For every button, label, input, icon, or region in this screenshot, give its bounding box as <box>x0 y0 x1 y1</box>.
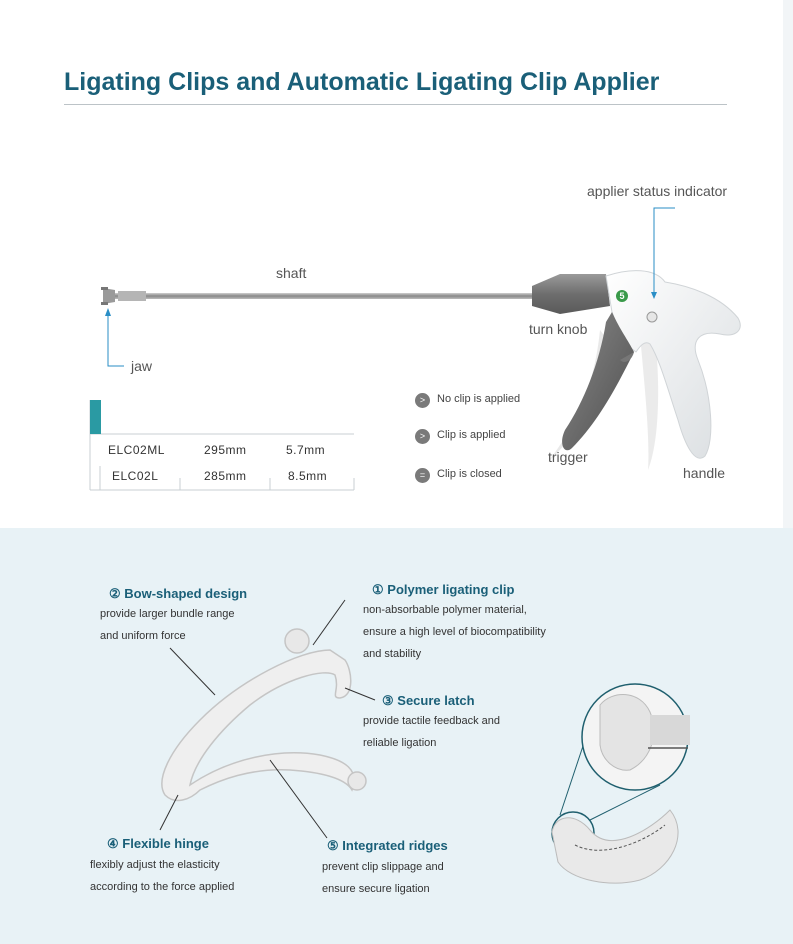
cell-model: ELC02L <box>112 469 159 483</box>
cell-length: 295mm <box>204 443 247 457</box>
feature-3-desc: provide tactile feedback and reliable ligation <box>363 715 500 749</box>
cell-length: 285mm <box>204 469 247 483</box>
status-dot-icon: > <box>415 429 430 444</box>
feature-1-title: ① Polymer ligating clip <box>372 582 515 597</box>
feature-2-desc: provide larger bundle range and uniform force <box>100 608 235 642</box>
label-applier-status-indicator: applier status indicator <box>587 183 728 199</box>
status-dot-icon: = <box>415 468 430 483</box>
turn-knob-shape <box>532 274 610 314</box>
closed-clip-detail <box>552 810 678 883</box>
polymer-clip-shape <box>162 650 354 800</box>
clip-knob <box>285 629 309 653</box>
clip-tip <box>348 772 366 790</box>
cell-size: 5.7mm <box>286 443 326 457</box>
cell-size: 8.5mm <box>288 469 328 483</box>
label-handle: handle <box>683 465 726 481</box>
feature-1-desc: non-absorbable polymer material, ensure a high level of biocompatibility and stability <box>363 604 546 660</box>
feature-5-title: ⑤ Integrated ridges <box>327 838 448 853</box>
label-trigger: trigger <box>548 449 588 465</box>
cell-model: ELC02ML <box>108 443 165 457</box>
shaft-tube <box>115 293 540 299</box>
pivot-screw <box>647 312 657 322</box>
table-accent-bar <box>90 400 101 434</box>
jaw-leader <box>108 312 124 366</box>
spec-table <box>90 400 354 490</box>
label-shaft: shaft <box>276 265 307 281</box>
indicator-badge: 5 <box>619 291 625 301</box>
feature-5-desc: prevent clip slippage and ensure secure ligation <box>322 861 444 895</box>
page: Ligating Clips and Automatic Ligating Clip Applier applier status indicator shaft turn knob jaw trigger handle 5 ELC02ML 295mm 5.7mm ELC02L 285mm 8.5mm > No clip is applied > Clip is applied = Clip is closed ② Bow-shaped design provide larger bundle range and uniform force ① Polymer ligating clip non-absorbable polymer material, ensure a high level of biocompatibility and stability ③ Secure latch provide tactile feedback and reliable ligation ④ Flexible hinge flexibly adjust the elasticity according to the force applied ⑤ Integrated ridges prevent clip slippage and ensure secure ligation <box>0 0 793 944</box>
feature-4-desc: flexibly adjust the elasticity according to the force applied <box>90 859 235 893</box>
page-title: Ligating Clips and Automatic Ligating Clip Applier <box>64 68 660 96</box>
jaw-tip <box>101 287 146 305</box>
feature-2-title: ② Bow-shaped design <box>109 586 248 601</box>
status-dot-icon: > <box>415 393 430 408</box>
feature-3-title: ③ Secure latch <box>382 693 475 708</box>
label-turn-knob: turn knob <box>529 321 588 337</box>
feature-4-title: ④ Flexible hinge <box>107 836 209 851</box>
label-jaw: jaw <box>131 358 153 374</box>
